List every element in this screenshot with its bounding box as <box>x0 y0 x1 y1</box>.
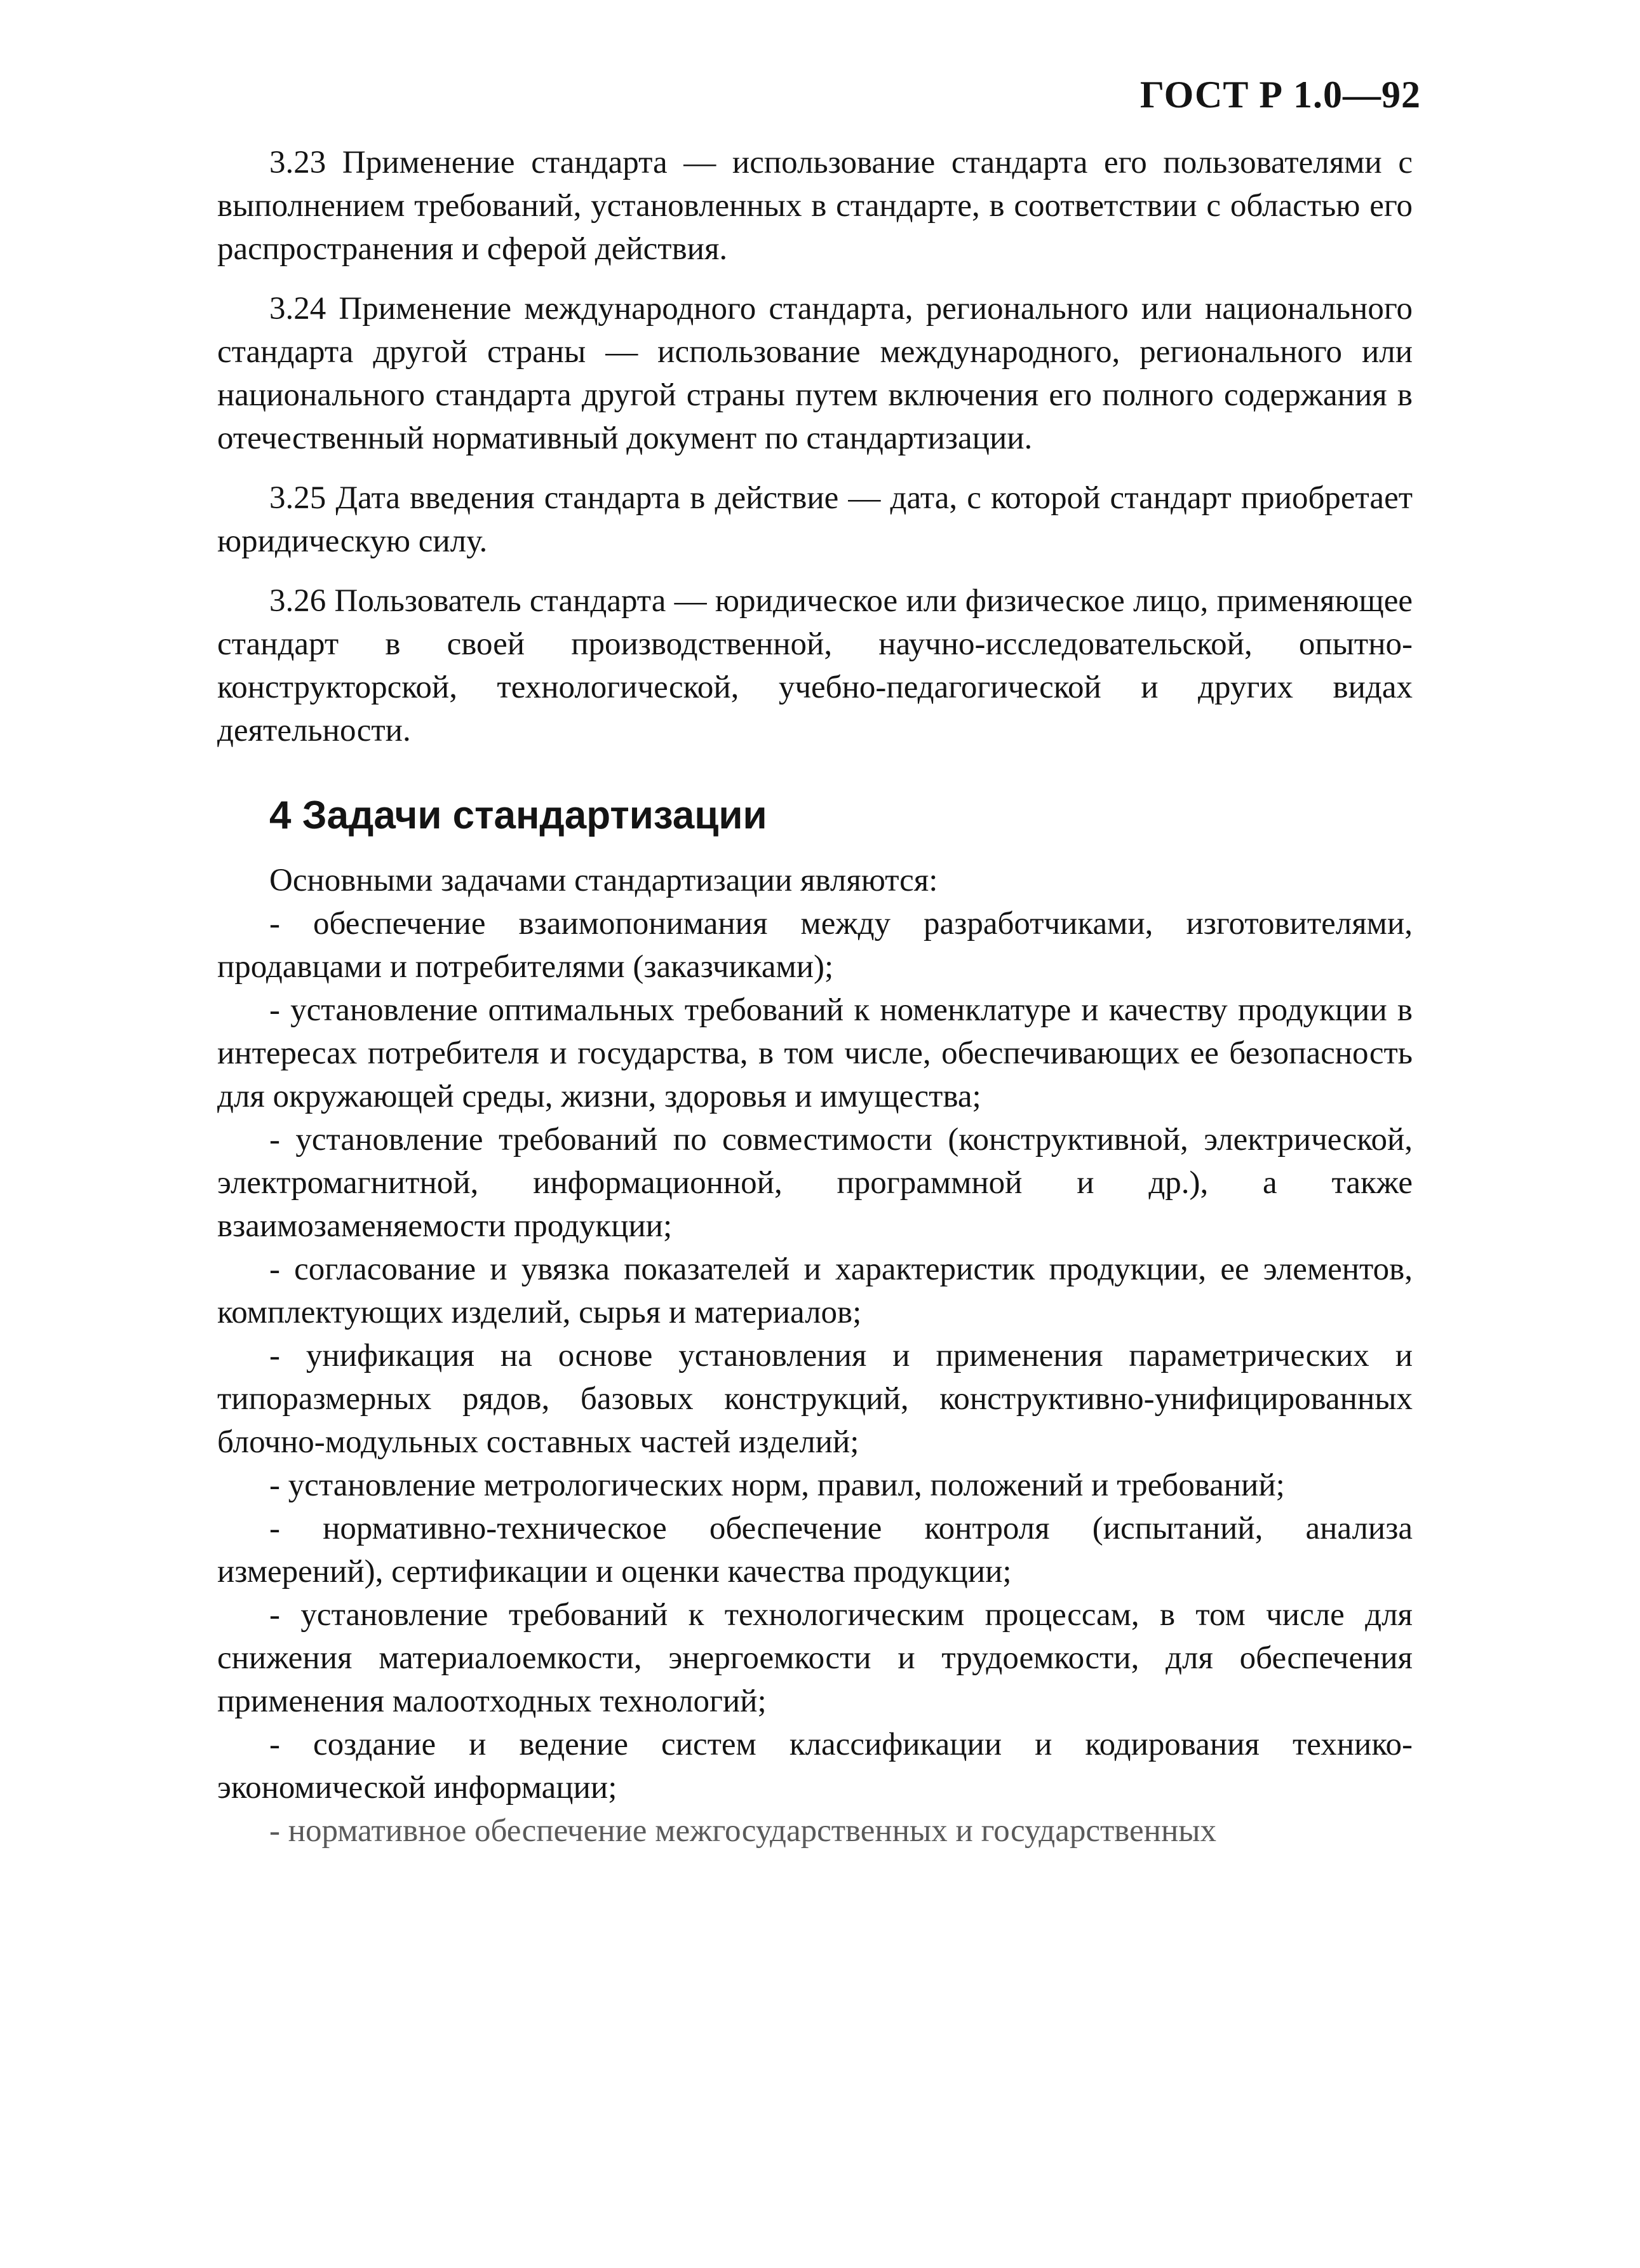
list-item: - унификация на основе установления и применения параметрических и типоразмерных рядов, базовых конструкций, конструктивно-унифицированных блочно-модульных составных частей изделий; <box>217 1338 1413 1460</box>
list-item: - нормативно-техническое обеспечение контроля (испытаний, анализа измерений), сертификации и оценки качества продукции; <box>217 1511 1413 1590</box>
list-item: - обеспечение взаимопонимания между разработчиками, изготовителями, продавцами и потребителями (заказчиками); <box>217 906 1413 985</box>
list-item: - установление оптимальных требований к номенклатуре и качеству продукции в интересах потребителя и государства, в том числе, обеспечивающих ее безопасность для окружающей среды, жизни, здоровья и имущества; <box>217 992 1413 1114</box>
list-item: - согласование и увязка показателей и характеристик продукции, ее элементов, комплектующих изделий, сырья и материалов; <box>217 1252 1413 1330</box>
list-item: - создание и ведение систем классификации и кодирования технико-экономической информации; <box>217 1727 1413 1806</box>
definition-3-23: 3.23 Применение стандарта — использование стандарта его пользователями с выполнением требований, установленных в стандарте, в соответствии с областью его распространения и сферой действия. <box>217 145 1413 267</box>
page-content <box>217 141 1413 1853</box>
list-item: - установление требований по совместимости (конструктивной, электрической, электромагнитной, информационной, программной и др.), а также взаимозаменяемости продукции; <box>217 1122 1413 1244</box>
definition-3-26: 3.26 Пользователь стандарта — юридическое или физическое лицо, применяющее стандарт в своей производственной, научно-исследовательской, опытно-конструкторской, технологической, учебно-педагогической и других видах деятельности. <box>217 583 1413 748</box>
list-item: - нормативное обеспечение межгосударственных и государственных <box>269 1813 1217 1849</box>
list-item: - установление метрологических норм, правил, положений и требований; <box>269 1468 1285 1503</box>
section-intro: Основными задачами стандартизации являются: <box>269 863 938 898</box>
definition-3-25: 3.25 Дата введения стандарта в действие — дата, с которой стандарт приобретает юридическую силу. <box>217 480 1413 559</box>
section-title: 4 Задачи стандартизации <box>269 793 767 837</box>
tasks-list <box>217 902 1413 1853</box>
definition-3-24: 3.24 Применение международного стандарта, регионального или национального стандарта другой страны — использование международного, регионального или национального стандарта другой страны путем включения его полного содержания в отечественный нормативный документ по стандартизации. <box>217 291 1413 456</box>
list-item: - установление требований к технологическим процессам, в том числе для снижения материалоемкости, энергоемкости и трудоемкости, для обеспечения применения малоотходных технологий; <box>217 1597 1413 1719</box>
standard-code-header: ГОСТ Р 1.0—92 <box>1139 74 1421 116</box>
